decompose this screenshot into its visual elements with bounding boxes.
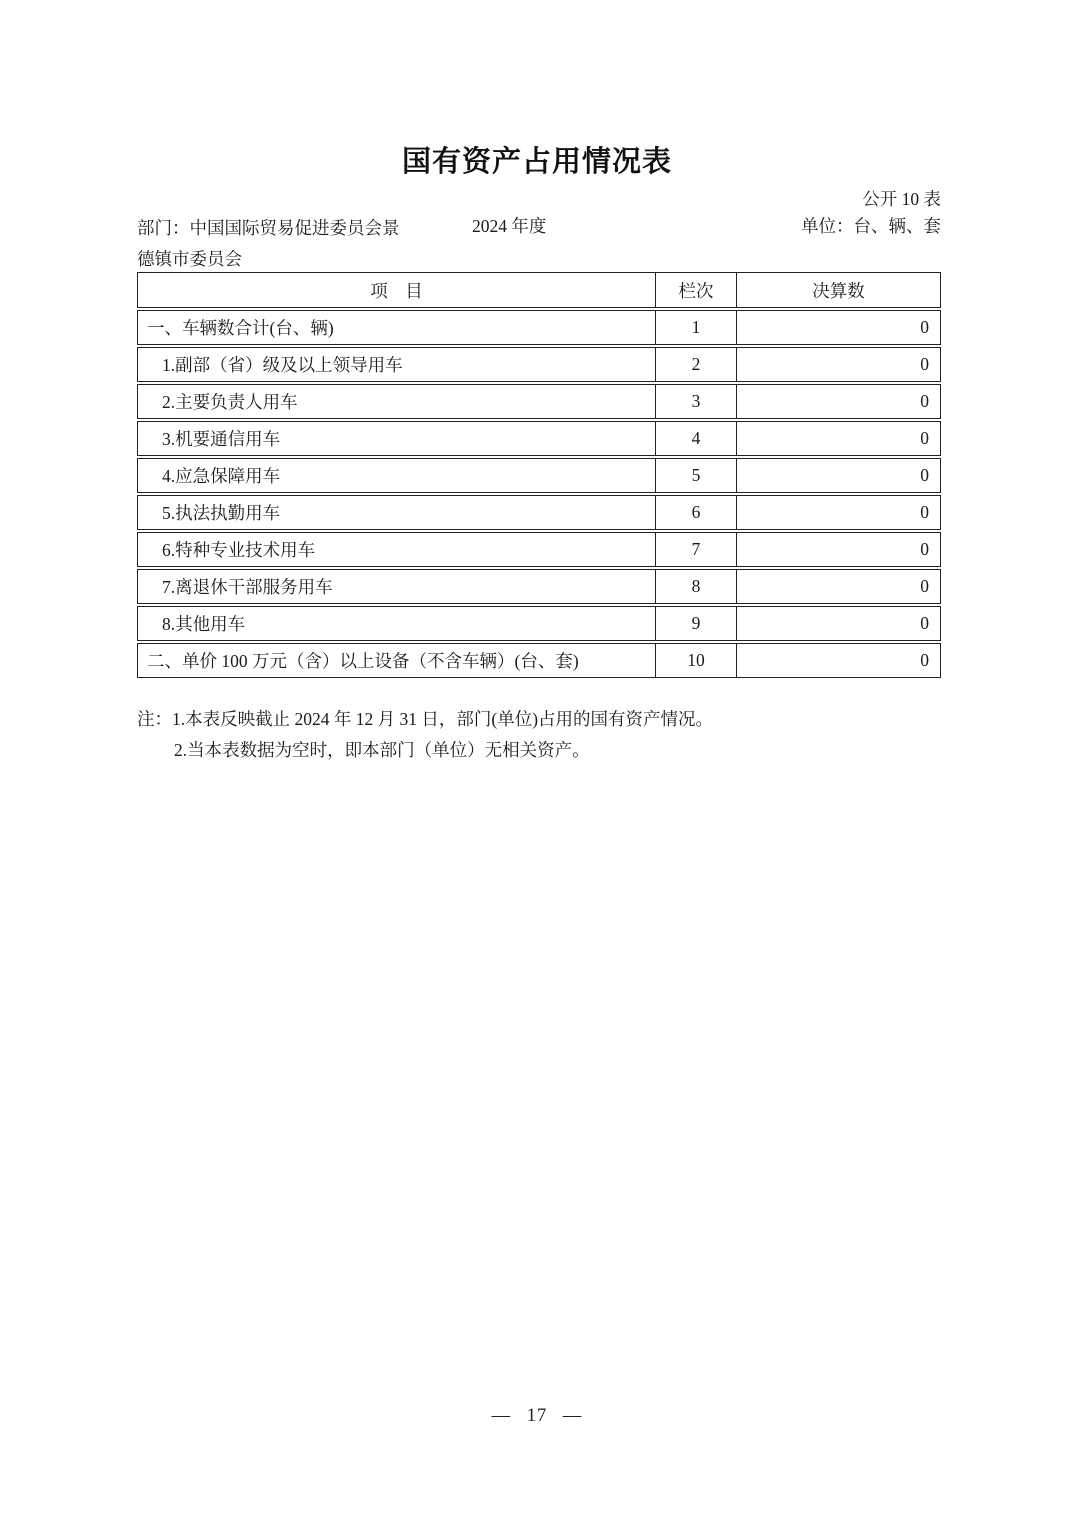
value-cell: 0 (737, 643, 941, 678)
table-row (137, 569, 941, 604)
column-number-cell: 5 (656, 458, 737, 493)
item-cell: 6.特种专业技术用车 (137, 532, 656, 567)
header-item: 项 目 (137, 272, 656, 308)
table-row (137, 643, 941, 678)
page-number: — 17 — (491, 1406, 583, 1426)
table-row (137, 495, 941, 530)
item-cell: 4.应急保障用车 (137, 458, 656, 493)
item-cell: 8.其他用车 (137, 606, 656, 641)
column-number-cell: 2 (656, 347, 737, 382)
table-row (137, 421, 941, 456)
value-cell: 0 (737, 495, 941, 530)
column-number-cell: 4 (656, 421, 737, 456)
value-cell: 0 (737, 458, 941, 493)
column-number-cell: 6 (656, 495, 737, 530)
department-label: 部门：中国国际贸易促进委员会景德镇市委员会 (137, 218, 400, 269)
column-number-cell: 1 (656, 310, 737, 345)
table-row (137, 458, 941, 493)
header-column: 栏次 (656, 272, 737, 308)
table-notes (137, 704, 857, 766)
value-cell: 0 (737, 310, 941, 345)
item-cell: 7.离退休干部服务用车 (137, 569, 656, 604)
table-row (137, 606, 941, 641)
column-number-cell: 10 (656, 643, 737, 678)
value-cell: 0 (737, 347, 941, 382)
value-cell: 0 (737, 384, 941, 419)
column-number-cell: 7 (656, 532, 737, 567)
header-value: 决算数 (737, 272, 941, 308)
item-cell: 一、车辆数合计(台、辆) (137, 310, 656, 345)
table-row (137, 310, 941, 345)
item-cell: 3.机要通信用车 (137, 421, 656, 456)
table-label: 公开 10 表 (862, 189, 941, 209)
note-line-1: 注：1.本表反映截止 2024 年 12 月 31 日，部门(单位)占用的国有资产情况。 (137, 709, 714, 729)
year-label: 2024 年度 (472, 216, 547, 236)
note-line-2: 2.当本表数据为空时，即本部门（单位）无相关资产。 (174, 740, 590, 760)
table-row (137, 532, 941, 567)
unit-label: 单位：台、辆、套 (801, 216, 941, 236)
table-row (137, 347, 941, 382)
item-cell: 2.主要负责人用车 (137, 384, 656, 419)
value-cell: 0 (737, 606, 941, 641)
value-cell: 0 (737, 569, 941, 604)
item-cell: 5.执法执勤用车 (137, 495, 656, 530)
item-cell: 二、单价 100 万元（含）以上设备（不含车辆）(台、套) (137, 643, 656, 678)
assets-table (137, 272, 941, 678)
item-cell: 1.副部（省）级及以上领导用车 (137, 347, 656, 382)
page-title: 国有资产占用情况表 (401, 146, 672, 178)
column-number-cell: 9 (656, 606, 737, 641)
value-cell: 0 (737, 532, 941, 567)
value-cell: 0 (737, 421, 941, 456)
table-header-row (137, 272, 941, 308)
table-row (137, 384, 941, 419)
column-number-cell: 3 (656, 384, 737, 419)
column-number-cell: 8 (656, 569, 737, 604)
